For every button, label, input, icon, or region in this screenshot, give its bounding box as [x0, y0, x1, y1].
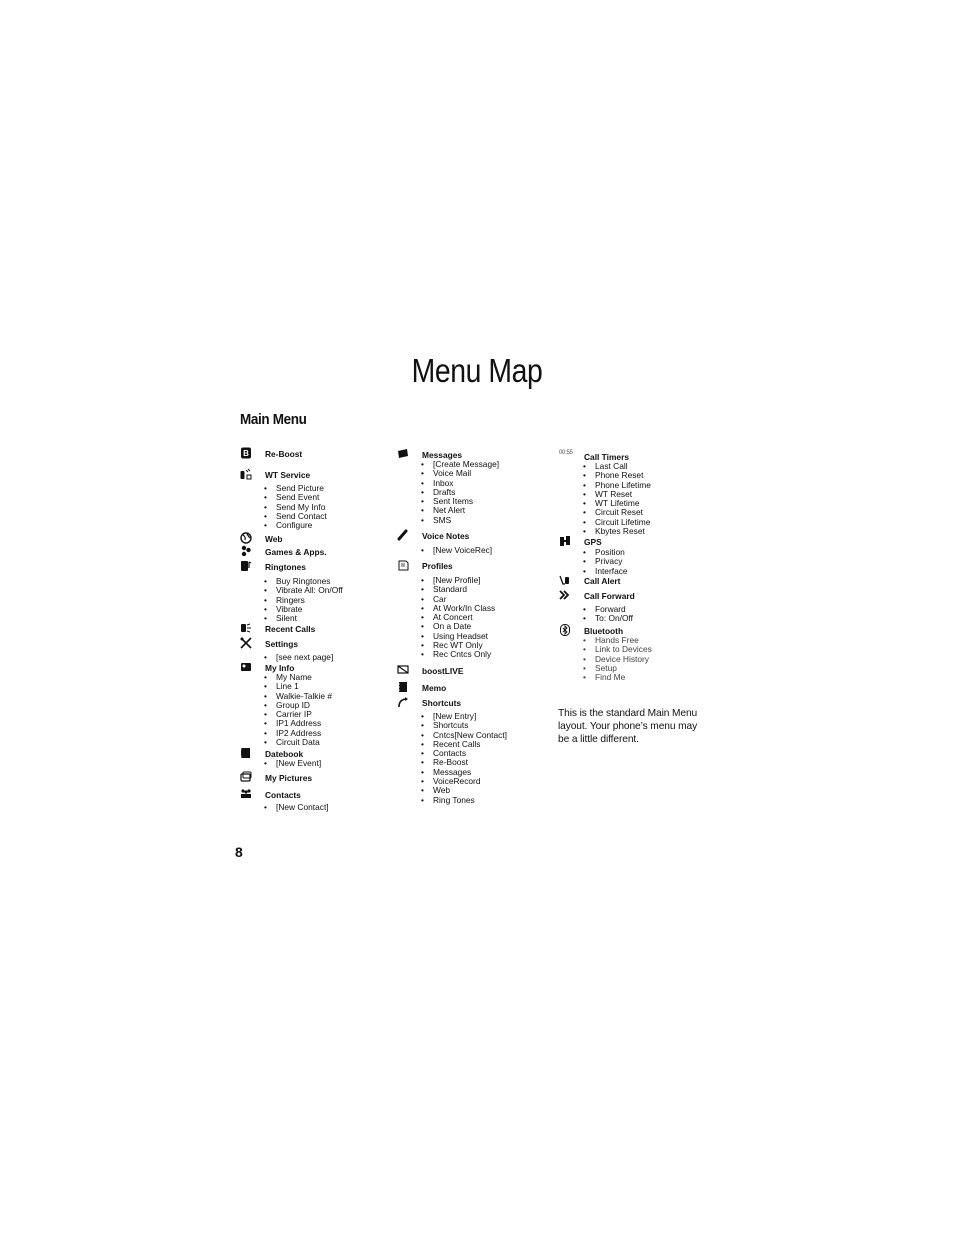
submenu-item: • Circuit Reset: [583, 508, 651, 517]
submenu-item: • [New VoiceRec]: [421, 546, 492, 555]
svg-text:B: B: [243, 449, 249, 458]
menu-label: Memo: [422, 683, 447, 693]
menu-label: boostLIVE: [422, 666, 464, 676]
submenu-item: • Ring Tones: [421, 796, 507, 805]
submenu-item: • SMS: [421, 516, 499, 525]
menu-label: GPS: [584, 537, 602, 547]
submenu-item: • [New Event]: [264, 759, 321, 768]
submenu-item: • VoiceRecord: [421, 777, 507, 786]
boostlive-icon: [397, 664, 409, 676]
submenu-item: • Phone Reset: [583, 471, 651, 480]
submenu-item: • Last Call: [583, 462, 651, 471]
games-apps-icon: [240, 545, 252, 557]
menu-label: Call Timers: [584, 452, 629, 462]
submenu-item: • Shortcuts: [421, 721, 507, 730]
menu-label: Voice Notes: [422, 531, 470, 541]
submenu-item: • Net Alert: [421, 506, 499, 515]
reboost-icon: [240, 447, 252, 459]
submenu-item: • [Create Message]: [421, 460, 499, 469]
submenu-item: • Web: [421, 786, 507, 795]
submenu-item: • Send Contact: [264, 512, 327, 521]
menu-label: WT Service: [265, 470, 311, 480]
call-forward-icon: [559, 589, 571, 601]
section-heading: Main Menu: [240, 411, 307, 428]
submenu-item: • Send Event: [264, 493, 327, 502]
submenu-item: • IP1 Address: [264, 719, 332, 728]
submenu-item: • Setup: [583, 664, 652, 673]
submenu-item: • Rec Cntcs Only: [421, 650, 495, 659]
submenu-item: • Rec WT Only: [421, 641, 495, 650]
submenu-item: • On a Date: [421, 622, 495, 631]
bluetooth-icon: [559, 624, 571, 636]
menu-label: Web: [265, 534, 283, 544]
ringtones-icon: [240, 560, 252, 572]
submenu-item: • At Work/In Class: [421, 604, 495, 613]
submenu-item: • Using Headset: [421, 632, 495, 641]
submenu-item: • Send Picture: [264, 484, 327, 493]
menu-label: My Pictures: [265, 773, 313, 783]
menu-label: Ringtones: [265, 562, 306, 572]
submenu-item: • Vibrate All: On/Off: [264, 586, 343, 595]
submenu-item: • Phone Lifetime: [583, 481, 651, 490]
menu-label: Messages: [422, 450, 463, 460]
submenu-item: • WT Reset: [583, 490, 651, 499]
menu-label: Re-Boost: [265, 449, 303, 459]
submenu-item: • Contacts: [421, 749, 507, 758]
submenu-item: • Drafts: [421, 488, 499, 497]
menu-label: My Info: [265, 663, 295, 673]
submenu-item: • Configure: [264, 521, 327, 530]
submenu-item: • Ringers: [264, 596, 343, 605]
voice-notes-icon: [397, 529, 409, 541]
my-pictures-icon: [240, 771, 252, 783]
submenu-item: • Voice Mail: [421, 469, 499, 478]
menu-label: Datebook: [265, 749, 304, 759]
submenu-item: • Group ID: [264, 701, 332, 710]
menu-label: Recent Calls: [265, 624, 316, 634]
submenu-item: • Recent Calls: [421, 740, 507, 749]
submenu-item: • Hands Free: [583, 636, 652, 645]
contacts-icon: [240, 788, 252, 800]
submenu-item: • Send My Info: [264, 503, 327, 512]
call-alert-icon: [559, 574, 571, 586]
menu-label: Contacts: [265, 790, 301, 800]
submenu-item: • Circuit Lifetime: [583, 518, 651, 527]
menu-label: Games & Apps.: [265, 547, 327, 557]
menu-label: Settings: [265, 639, 299, 649]
submenu-item: • Interface: [583, 567, 628, 576]
shortcuts-icon: [397, 696, 409, 708]
gps-icon: [559, 535, 571, 547]
menu-label: Shortcuts: [422, 698, 462, 708]
my-info-icon: [240, 661, 252, 673]
datebook-icon: [240, 747, 252, 759]
layout-note: This is the standard Main Menu layout. Your phone’s menu may be a little different.: [558, 708, 698, 745]
submenu-item: • Car: [421, 595, 495, 604]
web-globe-icon: [240, 532, 252, 544]
submenu-item: • At Concert: [421, 613, 495, 622]
submenu-item: • Position: [583, 548, 628, 557]
wt-service-icon: [240, 468, 252, 480]
page-title: Menu Map: [411, 352, 543, 389]
submenu-item: • Vibrate: [264, 605, 343, 614]
submenu-item: • [New Entry]: [421, 712, 507, 721]
profiles-icon: [397, 559, 409, 571]
menu-label: Bluetooth: [584, 626, 624, 636]
submenu-item: • My Name: [264, 673, 332, 682]
messages-envelope-icon: [397, 448, 409, 460]
submenu-item: • IP2 Address: [264, 729, 332, 738]
submenu-item: • Forward: [583, 605, 633, 614]
submenu-item: • Re-Boost: [421, 758, 507, 767]
submenu-item: • Device History: [583, 655, 652, 664]
submenu-item: • Carrier IP: [264, 710, 332, 719]
menu-label: Call Alert: [584, 576, 621, 586]
menu-label: Call Forward: [584, 591, 635, 601]
recent-calls-icon: [240, 622, 252, 634]
memo-icon: [397, 681, 409, 693]
page-number: 8: [235, 844, 243, 860]
submenu-item: • Silent: [264, 614, 343, 623]
submenu-item: • Buy Ringtones: [264, 577, 343, 586]
submenu-item: • Circuit Data: [264, 738, 332, 747]
submenu-item: • Walkie-Talkie #: [264, 692, 332, 701]
submenu-item: • Standard: [421, 585, 495, 594]
call-timers-icon: 00:55: [559, 450, 573, 456]
submenu-item: • WT Lifetime: [583, 499, 651, 508]
submenu-item: • Privacy: [583, 557, 628, 566]
submenu-item: • [see next page]: [264, 653, 333, 662]
submenu-item: • Messages: [421, 768, 507, 777]
submenu-item: • Sent Items: [421, 497, 499, 506]
settings-tools-icon: [240, 637, 252, 649]
submenu-item: • Kbytes Reset: [583, 527, 651, 536]
submenu-item: • Link to Devices: [583, 645, 652, 654]
submenu-item: • Find Me: [583, 673, 652, 682]
submenu-item: • Inbox: [421, 479, 499, 488]
menu-label: Profiles: [422, 561, 453, 571]
submenu-item: • Line 1: [264, 682, 332, 691]
submenu-item: • To: On/Off: [583, 614, 633, 623]
submenu-item: • [New Contact]: [264, 803, 329, 812]
submenu-item: • [New Profile]: [421, 576, 495, 585]
submenu-item: • Cntcs[New Contact]: [421, 731, 507, 740]
